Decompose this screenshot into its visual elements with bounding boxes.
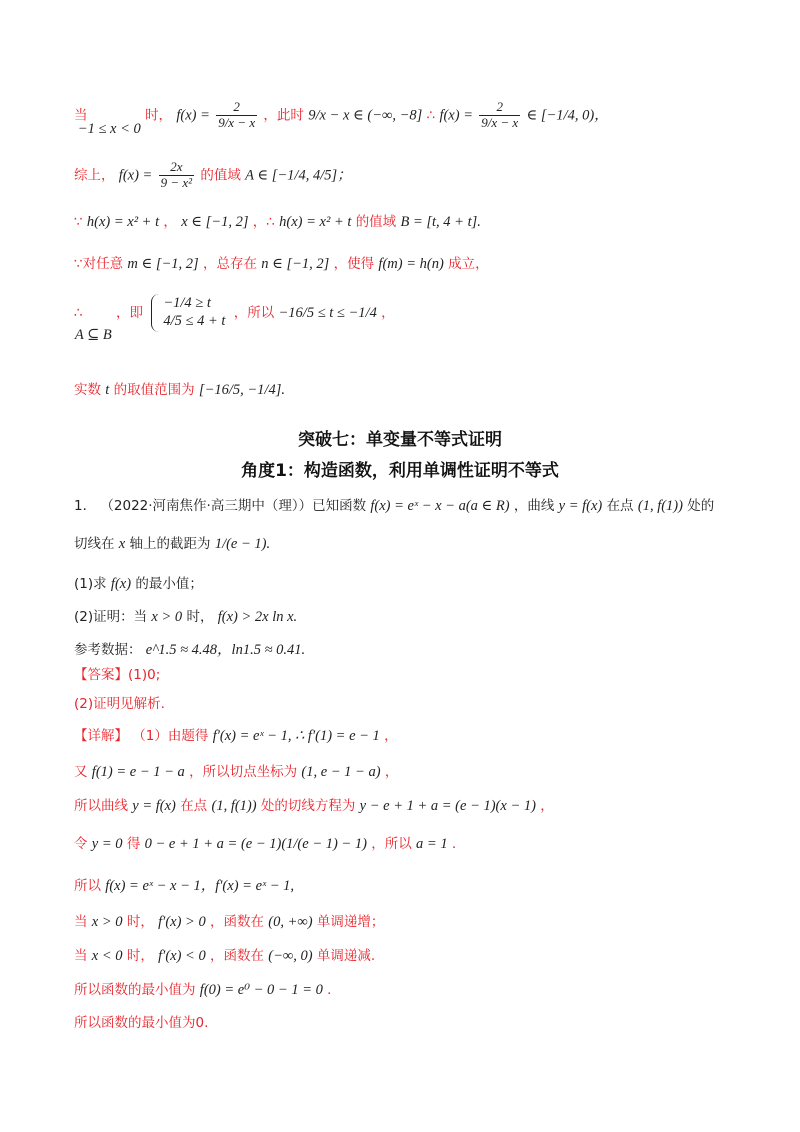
text: 参考数据： [74, 642, 142, 658]
fraction: $\frac{2}{9/x - x}$ [218, 99, 256, 130]
formula: a = 1 [416, 836, 448, 852]
detail-line-2 [74, 762, 740, 783]
text: ，总存在 [202, 256, 257, 272]
therefore-symbol: ∴ [74, 304, 83, 321]
variable: x [118, 536, 126, 552]
formula: f(x) = [176, 107, 210, 124]
text: ，所以 [371, 836, 412, 852]
formula: (1, f(1)) [211, 798, 257, 814]
text: 在点 [180, 798, 208, 814]
formula: x > 0 [151, 609, 183, 625]
formula: [−16/5, −1/4]. [198, 382, 285, 398]
formula: y = 0 [91, 836, 123, 852]
text: (1)求 [74, 576, 107, 592]
text: 综上， [74, 167, 115, 184]
inequality-system: −1/4 ≥ t 4/5 ≤ 4 + t [151, 294, 225, 332]
text: 的值域 [355, 214, 397, 230]
text: ， [384, 728, 398, 744]
therefore-symbol: ∴ [426, 107, 436, 124]
formula: x < 0 [91, 948, 123, 964]
formula: h(x) = x² + t [279, 214, 352, 230]
text: ，此时 [263, 107, 304, 124]
formula: f(x) [110, 576, 132, 592]
text: 当 [74, 948, 88, 964]
text: ，使得 [333, 256, 375, 272]
formula: e^1.5 ≈ 4.48，ln1.5 ≈ 0.41. [145, 642, 306, 658]
formula: f′(x) < 0 [158, 948, 206, 964]
formula: f(1) = e − 1 − a [91, 764, 185, 780]
formula: ∈ [−1/4, 0)， [526, 107, 609, 124]
text: 时， [145, 107, 173, 124]
text: (2)证明：当 [74, 609, 148, 625]
text: ， [381, 304, 395, 321]
problem-line-2 [74, 534, 740, 555]
formula: 1/(e − 1). [214, 536, 271, 552]
fraction: $\frac{2x}{\text{9 − x²}}$ [160, 159, 193, 190]
detail-line-9: 所以函数的最小值为0. [74, 1015, 209, 1031]
subsection-heading: 角度1：构造函数，利用单调性证明不等式 [241, 461, 559, 481]
solution-line-6 [74, 380, 740, 401]
text: 当 [74, 107, 88, 124]
formula: y = f(x) [558, 498, 603, 514]
formula: B = [t, 4 + t]. [400, 214, 481, 230]
text: 的最小值； [135, 576, 203, 592]
solution-line-3 [74, 212, 740, 233]
condition: −1 ≤ x < 0 [77, 121, 141, 138]
solution-line-4 [74, 254, 740, 275]
text: 所以 [74, 878, 101, 894]
fraction: $\frac{2}{9/x - x}$ [481, 99, 519, 130]
formula: 0 − e + 1 + a = (e − 1)(1/(e − 1) − 1) [144, 836, 367, 852]
text: 在点 [606, 498, 634, 514]
subset-condition: A ⊆ B [74, 326, 112, 343]
formula: x > 0 [91, 914, 123, 930]
detail-line-3 [74, 796, 740, 817]
solution-line-1 [74, 99, 740, 138]
text: . [327, 982, 332, 998]
text: 实数 [74, 382, 101, 398]
text: ∵对任意 [74, 256, 124, 272]
text: 得 [126, 836, 141, 852]
text: 所以曲线 [74, 798, 128, 814]
section-heading: 突破七：单变量不等式证明 [298, 430, 502, 450]
formula: m ∈ [−1, 2] [127, 256, 199, 272]
text: 单调递增； [316, 914, 385, 930]
formula: h(x) = x² + t [86, 214, 160, 230]
text: 成立， [448, 256, 489, 272]
because-symbol: ∵ [74, 214, 83, 230]
text: ，所以切点坐标为 [189, 764, 298, 780]
text: . [451, 836, 457, 852]
formula: f(x) = eˣ − x − a(a ∈ R) [370, 498, 510, 514]
text: 处的 [687, 498, 715, 514]
text: 时， [126, 948, 154, 964]
formula: f(x) = [439, 107, 473, 124]
text: 又 [74, 764, 88, 780]
detail-line-7 [74, 946, 740, 967]
detail-line-4 [74, 834, 740, 855]
formula: y = f(x) [132, 798, 176, 814]
reference-data [74, 640, 740, 661]
formula: A ∈ [−1/4, 4/5]； [245, 167, 352, 184]
variable: t [105, 382, 110, 398]
formula: (1, e − 1 − a) [301, 764, 381, 780]
formula: y − e + 1 + a = (e − 1)(x − 1) [359, 798, 536, 814]
answer-line-2: (2)证明见解析. [74, 696, 165, 712]
problem-number: 1． [74, 498, 97, 514]
formula: f(0) = e⁰ − 0 − 1 = 0 [199, 982, 323, 998]
formula: 9/x − x ∈ (−∞, −8] [308, 107, 423, 124]
problem-line-1 [74, 496, 740, 517]
text: ，∴ [252, 214, 275, 230]
formula: f(x) = [118, 167, 153, 184]
solution-line-2 [74, 160, 740, 191]
text: 令 [74, 836, 88, 852]
text: ，函数在 [210, 914, 264, 930]
text: 的值域 [200, 167, 241, 184]
problem-source: （2022·河南焦作·高三期中（理））已知函数 [100, 498, 367, 514]
detail-line-5 [74, 876, 740, 897]
question-2 [74, 607, 740, 628]
text: 的取值范围为 [113, 382, 195, 398]
text: ，函数在 [210, 948, 264, 964]
formula: f′(x) = eˣ − 1, ∴ f′(1) = e − 1 [212, 728, 380, 744]
text: ，曲线 [513, 498, 555, 514]
formula: n ∈ [−1, 2] [261, 256, 330, 272]
formula: f(x) > 2x ln x. [217, 609, 298, 625]
detail-line-8 [74, 980, 740, 1001]
answer-line-1: 【答案】(1)0; [74, 667, 161, 683]
formula: (0, +∞) [268, 914, 313, 930]
text: ， [384, 764, 399, 780]
formula: (1, f(1)) [637, 498, 683, 514]
formula: x ∈ [−1, 2] [181, 214, 249, 230]
text: 处的切线方程为 [260, 798, 356, 814]
detail-line-1 [74, 726, 740, 747]
formula: (−∞, 0) [268, 948, 313, 964]
detail-tag: 【详解】 [74, 728, 128, 744]
formula: −16/5 ≤ t ≤ −1/4 [278, 304, 377, 321]
text: 所以函数的最小值为 [74, 982, 196, 998]
text: 时， [126, 914, 154, 930]
text: 单调递减. [316, 948, 376, 964]
formula: f′(x) > 0 [158, 914, 206, 930]
text: ， [540, 798, 554, 814]
text: 轴上的截距为 [129, 536, 211, 552]
formula: f(x) = eˣ − x − 1，f′(x) = eˣ − 1, [105, 878, 295, 894]
text: 切线在 [74, 536, 115, 552]
formula: f(m) = h(n) [378, 256, 444, 272]
text: 时， [186, 609, 214, 625]
text: ， [163, 214, 177, 230]
text: （1）由题得 [132, 728, 209, 744]
solution-line-5 [74, 294, 740, 343]
detail-line-6 [74, 912, 740, 933]
text: ，即 [116, 304, 144, 321]
text: ，所以 [233, 304, 275, 321]
question-1 [74, 574, 740, 595]
text: 当 [74, 914, 88, 930]
